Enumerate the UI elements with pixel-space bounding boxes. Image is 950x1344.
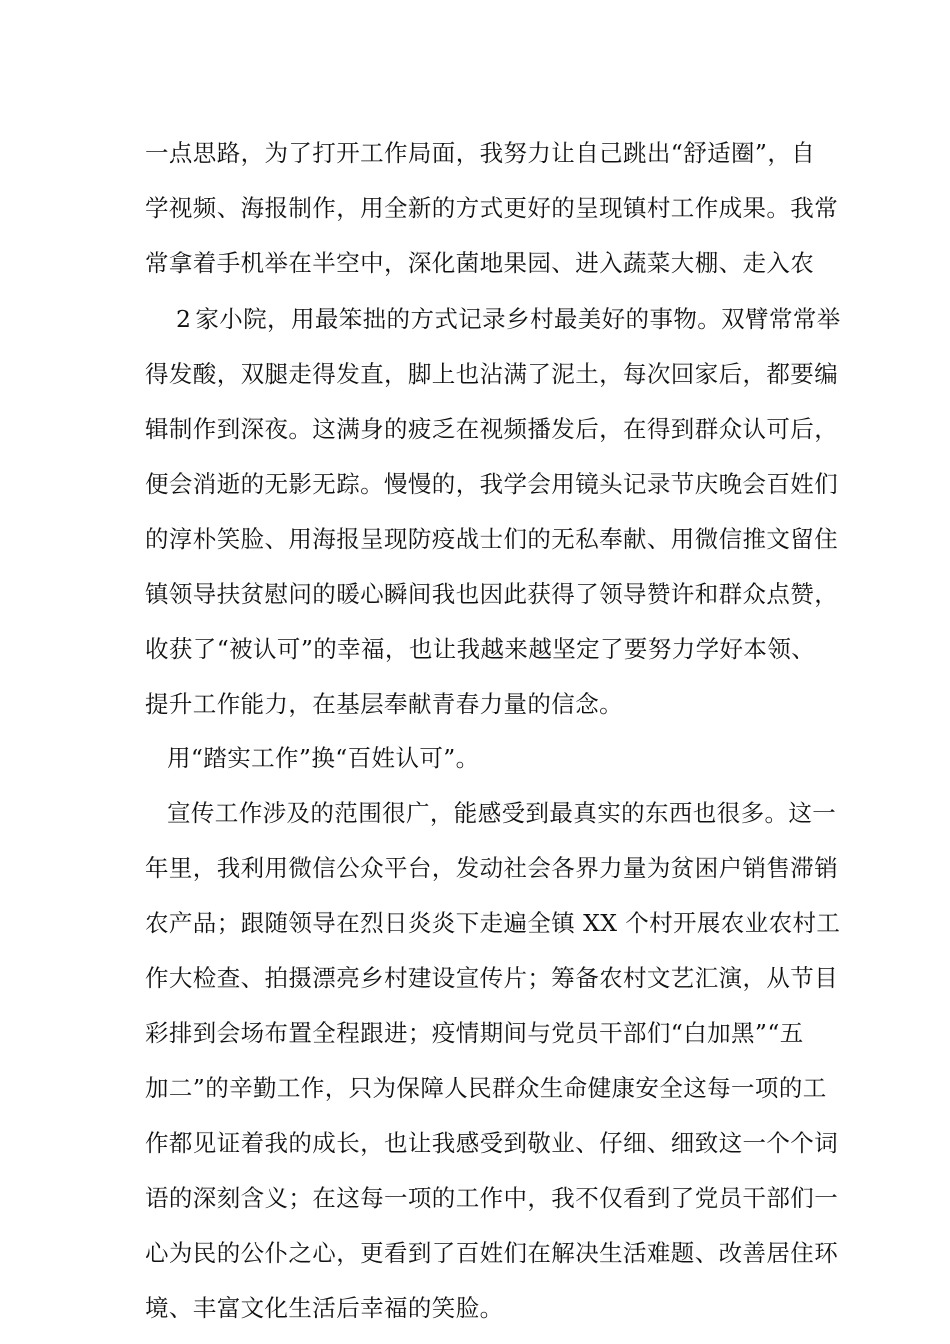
text-line: 家小院，用最笨拙的方式记录乡村最美好的事物。双臂常常举: [195, 305, 841, 333]
text-line: 一点思路，为了打开工作局面，我努力让自己跳出“舒适圈”，自: [145, 139, 816, 167]
text-line: 作大检查、拍摄漂亮乡村建设宣传片；筹备农村文艺汇演，从节目: [145, 964, 839, 992]
text-line: 镇领导扶贫慰问的暖心瞬间我也因此获得了领导赞许和群众点赞，: [145, 580, 839, 608]
text-line: 语的深刻含义；在这每一项的工作中，我不仅看到了党员干部们一: [145, 1184, 839, 1212]
text-line: 辑制作到深夜。这满身的疲乏在视频播发后，在得到群众认可后，: [145, 415, 839, 443]
text-line-with-page-number: [176, 304, 846, 334]
text-line: 作都见证着我的成长，也让我感受到敬业、仔细、细致这一个个词: [145, 1129, 839, 1157]
text-line: 加二”的辛勤工作，只为保障人民群众生命健康安全这每一项的工: [145, 1074, 827, 1102]
text-line: 学视频、海报制作，用全新的方式更好的呈现镇村工作成果。我常: [145, 194, 839, 222]
text-line: 农产品；跟随领导在烈日炎炎下走遍全镇 XX 个村开展农业农村工: [145, 909, 841, 937]
text-line: 年里，我利用微信公众平台，发动社会各界力量为贫困户销售滞销: [145, 854, 839, 882]
text-line: 彩排到会场布置全程跟进；疫情期间与党员干部们“白加黑”“五: [145, 1019, 804, 1047]
text-line: 收获了“被认可”的幸福，也让我越来越坚定了要努力学好本领、: [145, 635, 816, 663]
text-line: 便会消逝的无影无踪。慢慢的，我学会用镜头记录节庆晚会百姓们: [145, 470, 839, 498]
text-line: 心为民的公仆之心，更看到了百姓们在解决生活难题、改善居住环: [145, 1239, 839, 1267]
text-line: 常拿着手机举在半空中，深化菌地果园、进入蔬菜大棚、走入农: [145, 249, 815, 277]
text-line: 宣传工作涉及的范围很广，能感受到最真实的东西也很多。这一: [167, 799, 837, 827]
text-line: 境、丰富文化生活后幸福的笑脸。: [145, 1294, 504, 1322]
text-line: 的淳朴笑脸、用海报呈现防疫战士们的无私奉献、用微信推文留住: [145, 525, 839, 553]
page-number: 2: [176, 305, 192, 333]
section-heading: 用“踏实工作”换“百姓认可”。: [167, 744, 480, 772]
text-line: 得发酸，双腿走得发直，脚上也沾满了泥土，每次回家后，都要编: [145, 360, 839, 388]
text-line: 提升工作能力，在基层奉献青春力量的信念。: [145, 690, 623, 718]
